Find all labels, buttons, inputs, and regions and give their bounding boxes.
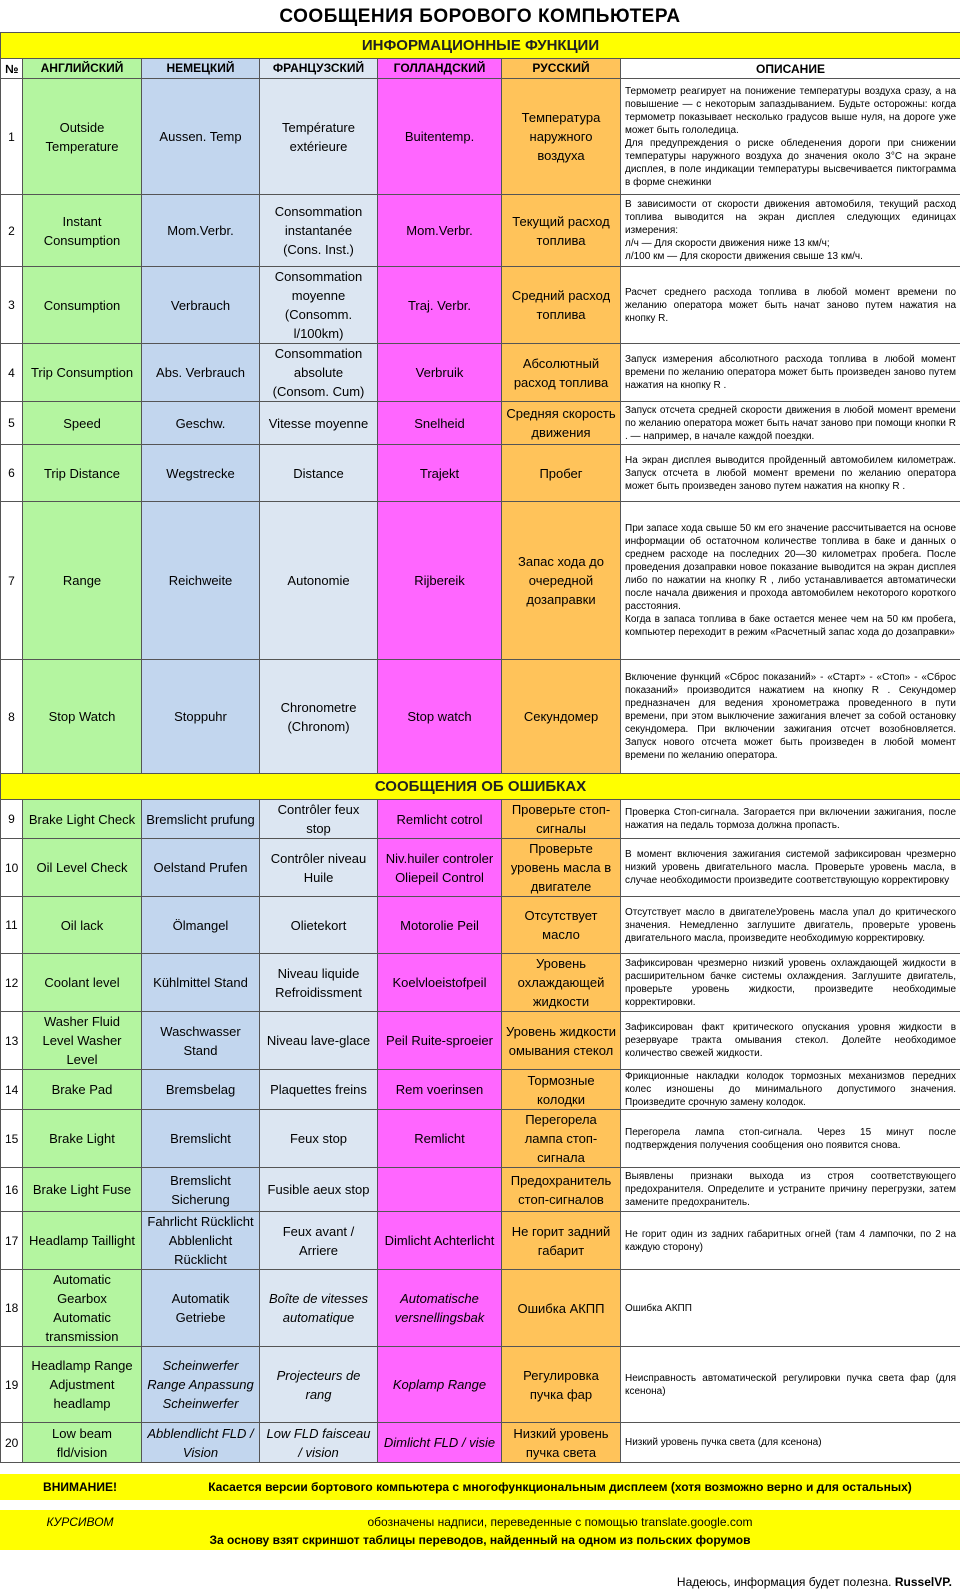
cell-german: Bremslicht Sicherung [142, 1168, 260, 1212]
cell-russian: Пробег [502, 445, 621, 502]
cell-russian: Отсутствует масло [502, 897, 621, 954]
header-ru: РУССКИЙ [502, 59, 621, 79]
cell-dutch: Trajekt [378, 445, 502, 502]
cell-english: Brake Light Check [23, 800, 142, 839]
cell-dutch: Koelvloeistofpeil [378, 954, 502, 1012]
cell-description: Проверка Стоп-сигнала. Загорается при включении зажигания, после нажатия на педаль тормоза должна пропасть. [621, 800, 960, 839]
cell-dutch: Dimlicht FLD / visie [378, 1423, 502, 1463]
italic-text: обозначены надписи, переведенные с помощью translate.google.com [367, 1515, 753, 1529]
row-number: 14 [1, 1070, 23, 1110]
table-row [1, 502, 960, 660]
cell-dutch: Koplamp Range [378, 1347, 502, 1423]
cell-dutch: Rijbereik [378, 502, 502, 660]
cell-dutch: Verbruik [378, 344, 502, 402]
cell-english: Stop Watch [23, 660, 142, 774]
cell-french: Distance [260, 445, 378, 502]
cell-french: Projecteurs de rang [260, 1347, 378, 1423]
cell-description: В момент включения зажигания системой зафиксирован чрезмерно низкий уровень двигательного масла. Проверьте уровень масла, в случае необходимости произведите соответствующую корректировку [621, 839, 960, 897]
cell-german: Kühlmittel Stand [142, 954, 260, 1012]
cell-russian: Запас хода до очередной дозаправки [502, 502, 621, 660]
cell-description: Фрикционные накладки колодок тормозных механизмов передних колес изношены до минимального допустимого значения. Произведите срочную замену колодок. [621, 1070, 960, 1110]
cell-german: Abblendlicht FLD / Vision [142, 1423, 260, 1463]
cell-russian: Перегорела лампа стоп-сигнала [502, 1110, 621, 1168]
cell-english: Oil Level Check [23, 839, 142, 897]
cell-description: На экран дисплея выводится пройденный автомобилем километраж. Запуск отсчета в любой момент времени по желанию оператора может быть произведен заново путем нажатия на кнопку R . [621, 445, 960, 502]
cell-german: Bremslicht prufung [142, 800, 260, 839]
cell-french: Plaquettes freins [260, 1070, 378, 1110]
table-row [1, 1347, 960, 1423]
cell-french: Contrôler feux stop [260, 800, 378, 839]
cell-russian: Тормозные колодки [502, 1070, 621, 1110]
cell-french: Olietekort [260, 897, 378, 954]
cell-german: Bremsbelag [142, 1070, 260, 1110]
row-number: 13 [1, 1012, 23, 1070]
cell-description: Низкий уровень пучка света (для ксенона) [621, 1423, 960, 1463]
italic-label: КУРСИВОМ [46, 1515, 114, 1529]
row-number: 18 [1, 1270, 23, 1347]
author: RusselVP. [894, 1575, 952, 1589]
row-number: 2 [1, 195, 23, 267]
cell-dutch: Automatische versnellingsbak [378, 1270, 502, 1347]
cell-dutch: Peil Ruite-sproeier [378, 1012, 502, 1070]
row-number: 19 [1, 1347, 23, 1423]
table-row [1, 954, 960, 1012]
cell-german: Waschwasser Stand [142, 1012, 260, 1070]
row-number: 12 [1, 954, 23, 1012]
row-number: 1 [1, 79, 23, 195]
translation-table [0, 32, 960, 1463]
footer-notes-row [0, 1510, 960, 1550]
cell-english: Outside Temperature [23, 79, 142, 195]
cell-german: Verbrauch [142, 267, 260, 344]
cell-french: Consommation instantanée (Cons. Inst.) [260, 195, 378, 267]
cell-description: Включение функций «Сброс показаний» - «Старт» - «Стоп» - «Сброс показаний» производится нажатием на кнопку R . Секундомер предназначен для ведения хронометража проведенного в пути времени, при этом выключение зажигания влечет за собой остановку секундомера. При включении зажигания отсчет возобновляется. Запуск нового отсчета может быть произведен в любой момент времени по желанию оператора. [621, 660, 960, 774]
source-text: За основу взят скриншот таблицы переводов, найденный на одном из польских форумов [209, 1533, 751, 1547]
cell-german: Scheinwerfer Range Anpassung Scheinwerfer [142, 1347, 260, 1423]
cell-description: Расчет среднего расхода топлива в любой момент времени по желанию оператора может быть начат заново путем нажатия на кнопку R. [621, 267, 960, 344]
header-fr: ФРАНЦУЗСКИЙ [260, 59, 378, 79]
cell-russian: Уровень жидкости омывания стекол [502, 1012, 621, 1070]
row-number: 11 [1, 897, 23, 954]
cell-german: Stoppuhr [142, 660, 260, 774]
cell-english: Automatic Gearbox Automatic transmission [23, 1270, 142, 1347]
cell-russian: Ошибка АКПП [502, 1270, 621, 1347]
table-header-row [1, 59, 960, 79]
cell-russian: Секундомер [502, 660, 621, 774]
cell-german: Oelstand Prufen [142, 839, 260, 897]
cell-russian: Текущий расход топлива [502, 195, 621, 267]
closing-text: Надеюсь, информация будет полезна. [676, 1575, 892, 1589]
cell-english: Headlamp Taillight [23, 1212, 142, 1270]
table-row [1, 344, 960, 402]
cell-english: Consumption [23, 267, 142, 344]
table-row [1, 839, 960, 897]
cell-dutch: Rem voerinsen [378, 1070, 502, 1110]
page-title: СООБЩЕНИЯ БОРОВОГО КОМПЬЮТЕРА [279, 6, 681, 27]
cell-french: Feux stop [260, 1110, 378, 1168]
row-number: 9 [1, 800, 23, 839]
table-row [1, 402, 960, 445]
cell-dutch: Snelheid [378, 402, 502, 445]
cell-french: Température extérieure [260, 79, 378, 195]
row-number: 7 [1, 502, 23, 660]
cell-english: Range [23, 502, 142, 660]
table-row [1, 800, 960, 839]
cell-french: Autonomie [260, 502, 378, 660]
section-info-heading: ИНФОРМАЦИОННЫЕ ФУНКЦИИ [1, 33, 960, 59]
cell-english: Oil lack [23, 897, 142, 954]
cell-description: Ошибка АКПП [621, 1270, 960, 1347]
cell-english: Coolant level [23, 954, 142, 1012]
cell-english: Brake Light [23, 1110, 142, 1168]
cell-dutch: Buitentemp. [378, 79, 502, 195]
cell-english: Washer Fluid Level Washer Level [23, 1012, 142, 1070]
cell-dutch: Niv.huiler controler Oliepeil Control [378, 839, 502, 897]
cell-description: Перегорела лампа стоп-сигнала. Через 15 минут после подтверждения получения сообщения оно появится снова. [621, 1110, 960, 1168]
cell-russian: Предохранитель стоп-сигналов [502, 1168, 621, 1212]
table-row [1, 1212, 960, 1270]
table-row [1, 1070, 960, 1110]
footer-attention-row [0, 1474, 960, 1500]
cell-german: Mom.Verbr. [142, 195, 260, 267]
table-row [1, 897, 960, 954]
cell-description: Отсутствует масло в двигателеУровень масла упал до критического значения. Немедленно заглушите двигатель, проверьте уровень двигательного масла, произведите необходимую корректировку. [621, 897, 960, 954]
row-number: 8 [1, 660, 23, 774]
cell-french: Vitesse moyenne [260, 402, 378, 445]
cell-description: Запуск отсчета средней скорости движения в любой момент времени по желанию оператора может быть начат заново при помощи кнопки R . — например, в начале каждой поездки. [621, 402, 960, 445]
cell-english: Instant Consumption [23, 195, 142, 267]
cell-dutch: Motorolie Peil [378, 897, 502, 954]
cell-french: Fusible aeux stop [260, 1168, 378, 1212]
cell-german: Wegstrecke [142, 445, 260, 502]
cell-french: Niveau liquide Refroidissment [260, 954, 378, 1012]
header-desc: ОПИСАНИЕ [621, 59, 960, 79]
cell-description: Неисправность автоматической регулировки пучка света фар (для ксенона) [621, 1347, 960, 1423]
cell-russian: Проверьте уровень масла в двигателе [502, 839, 621, 897]
cell-russian: Не горит задний габарит [502, 1212, 621, 1270]
table-row [1, 660, 960, 774]
table-row [1, 1168, 960, 1212]
cell-french: Contrôler niveau Huile [260, 839, 378, 897]
cell-russian: Средний расход топлива [502, 267, 621, 344]
cell-english: Brake Pad [23, 1070, 142, 1110]
cell-description: Зафиксирован чрезмерно низкий уровень охлаждающей жидкости в расширительном бачке системы охлаждения. Заглушите двигатель, проверьте уровень жидкости, произведите необходимые корректировки. [621, 954, 960, 1012]
cell-german: Bremslicht [142, 1110, 260, 1168]
row-number: 10 [1, 839, 23, 897]
cell-german: Abs. Verbrauch [142, 344, 260, 402]
row-number: 3 [1, 267, 23, 344]
cell-russian: Абсолютный расход топлива [502, 344, 621, 402]
cell-french: Boîte de vitesses automatique [260, 1270, 378, 1347]
cell-dutch: Dimlicht Achterlicht [378, 1212, 502, 1270]
table-row [1, 79, 960, 195]
table-row [1, 1270, 960, 1347]
cell-german: Automatik Getriebe [142, 1270, 260, 1347]
table-row [1, 267, 960, 344]
cell-dutch: Traj. Verbr. [378, 267, 502, 344]
cell-german: Fahrlicht Rücklicht Abblenlicht Rücklicht [142, 1212, 260, 1270]
row-number: 6 [1, 445, 23, 502]
cell-russian: Регулировка пучка фар [502, 1347, 621, 1423]
cell-description: В зависимости от скорости движения автомобиля, текущий расход топлива выводится на экран дисплея следующих единицах измерения: л/ч — Для скорости движения ниже 13 км/ч; л/100 км — Для скорости движения свыше 13 км/ч. [621, 195, 960, 267]
cell-english: Trip Consumption [23, 344, 142, 402]
row-number: 20 [1, 1423, 23, 1463]
cell-english: Low beam fld/vision [23, 1423, 142, 1463]
header-nl: ГОЛЛАНДСКИЙ [378, 59, 502, 79]
cell-dutch: Remlicht cotrol [378, 800, 502, 839]
cell-russian: Средняя скорость движения [502, 402, 621, 445]
cell-german: Geschw. [142, 402, 260, 445]
row-number: 5 [1, 402, 23, 445]
cell-german: Ölmangel [142, 897, 260, 954]
table-row [1, 1423, 960, 1463]
closing-line [677, 1575, 952, 1589]
attention-label: ВНИМАНИЕ! [43, 1480, 117, 1494]
table-row [1, 1110, 960, 1168]
row-number: 4 [1, 344, 23, 402]
cell-french: Consommation absolute (Consom. Cum) [260, 344, 378, 402]
cell-french: Consommation moyenne (Consomm. l/100km) [260, 267, 378, 344]
row-number: 15 [1, 1110, 23, 1168]
cell-german: Aussen. Temp [142, 79, 260, 195]
row-number: 16 [1, 1168, 23, 1212]
cell-description: Зафиксирован факт критического опускания уровня жидкости в резервуаре тракта омывания стекол. Долейте необходимое количество свежей жидкости. [621, 1012, 960, 1070]
cell-description: Выявлены признаки выхода из строя соответствующего предохранителя. Определите и устраните причину перегрузки, затем замените предохранитель. [621, 1168, 960, 1212]
cell-french: Niveau lave-glace [260, 1012, 378, 1070]
cell-english: Trip Distance [23, 445, 142, 502]
cell-description: Термометр реагирует на понижение температуры воздуха сразу, а на повышение — с некоторым запаздыванием. Будьте осторожны: когда термометр показывает несколько градусов выше нуля, на дороге уже может быть гололедица. Для предупреждения о риске обледенения дороги при снижении температуры наружного воздуха до значения около 3°C на экране дисплея, в поле индикации температуры высвечивается пиктограмма в форме снежинки [621, 79, 960, 195]
table-row [1, 445, 960, 502]
cell-russian: Температура наружного воздуха [502, 79, 621, 195]
cell-russian: Низкий уровень пучка света [502, 1423, 621, 1463]
cell-dutch: Remlicht [378, 1110, 502, 1168]
section-errors-heading: СООБЩЕНИЯ ОБ ОШИБКАХ [1, 774, 960, 800]
cell-english: Brake Light Fuse [23, 1168, 142, 1212]
header-de: НЕМЕЦКИЙ [142, 59, 260, 79]
cell-dutch [378, 1168, 502, 1212]
cell-russian: Уровень охлаждающей жидкости [502, 954, 621, 1012]
cell-russian: Проверьте стоп-сигналы [502, 800, 621, 839]
cell-english: Headlamp Range Adjustment headlamp [23, 1347, 142, 1423]
cell-french: Feux avant / Arriere [260, 1212, 378, 1270]
cell-dutch: Stop watch [378, 660, 502, 774]
table-row [1, 195, 960, 267]
cell-description: При запасе хода свыше 50 км его значение рассчитывается на основе информации об остаточном количестве топлива в баке и данных о среднем расходе на последних 20—30 километрах пробега. После проведения дозаправки новое показание выводится на экран дисплея либо по нажатии на кнопку R , либо устанавливается автоматически после начала движения и прохода автомобилем некоторого короткого расстояния. Когда в запаса топлива в баке остается менее чем на 50 км пробега, компьютер переходит в режим «Расчетный запас хода до дозаправки» [621, 502, 960, 660]
cell-description: Не горит один из задних габаритных огней (там 4 лампочки, по 2 на каждую сторону) [621, 1212, 960, 1270]
row-number: 17 [1, 1212, 23, 1270]
header-num: № [1, 59, 23, 79]
header-en: АНГЛИЙСКИЙ [23, 59, 142, 79]
cell-english: Speed [23, 402, 142, 445]
cell-description: Запуск измерения абсолютного расхода топлива в любой момент времени по желанию оператора может быть произведен заново путем нажатия на кнопку R . [621, 344, 960, 402]
attention-text: Касается версии бортового компьютера с многофункциональным дисплеем (хотя возможно верно и для остальных) [208, 1480, 912, 1494]
cell-german: Reichweite [142, 502, 260, 660]
table-row [1, 1012, 960, 1070]
cell-french: Low FLD faisceau / vision [260, 1423, 378, 1463]
cell-french: Chronometre (Chronom) [260, 660, 378, 774]
cell-dutch: Mom.Verbr. [378, 195, 502, 267]
